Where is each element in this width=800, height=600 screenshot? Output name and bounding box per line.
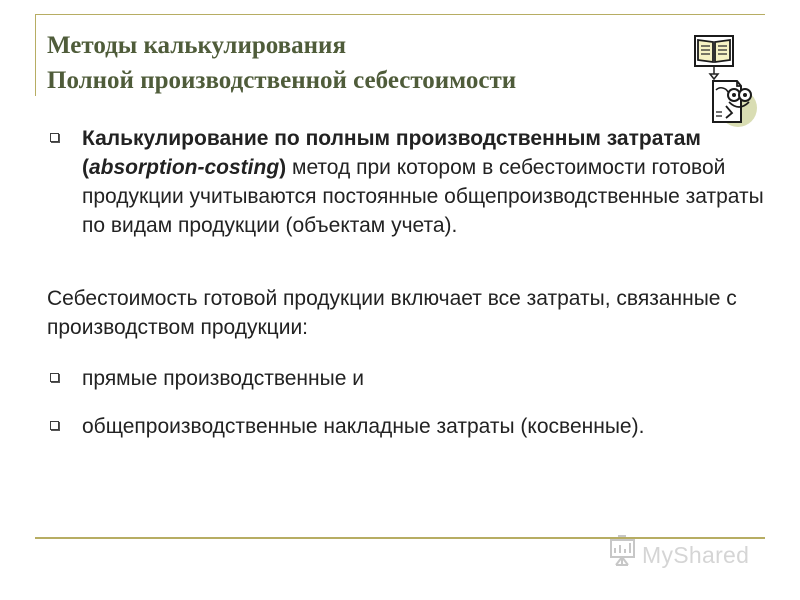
list-item-text: прямые производственные и [82,367,364,390]
definition-bullet [47,124,772,240]
top-rule [35,14,765,15]
definition-term: absorption-costing [89,156,280,179]
book-icon [695,36,733,79]
left-rule [35,14,36,96]
square-bullet-icon [50,133,59,142]
watermark-text: MyShared [642,542,750,568]
presentation-board-icon [608,534,640,568]
square-bullet-icon [50,373,59,382]
definition-text: метод при котором в себестоимости готовой продукции учитываются постоянные общепроизводственные затраты по видам продукции (объектам учета). [82,156,764,237]
definition-bold-suffix: ) [279,156,287,179]
title-line-2: Полной производственной себестоимости [47,67,517,94]
square-bullet-icon [50,421,59,430]
list-item [47,412,772,441]
clipart-icon-group [692,34,764,130]
list-item [47,364,772,393]
cost-paragraph: Себестоимость готовой продукции включает все затраты, связанные с производством продукции: [47,287,737,339]
document-owl-icon [713,81,757,127]
watermark [608,534,770,578]
list-item-text: общепроизводственные накладные затраты (косвенные). [82,415,645,438]
title-line-1: Методы калькулирования [47,32,346,59]
slide-title [47,28,667,98]
definition-bold-prefix: Калькулирование по полным производственным затратам ( [82,127,701,179]
